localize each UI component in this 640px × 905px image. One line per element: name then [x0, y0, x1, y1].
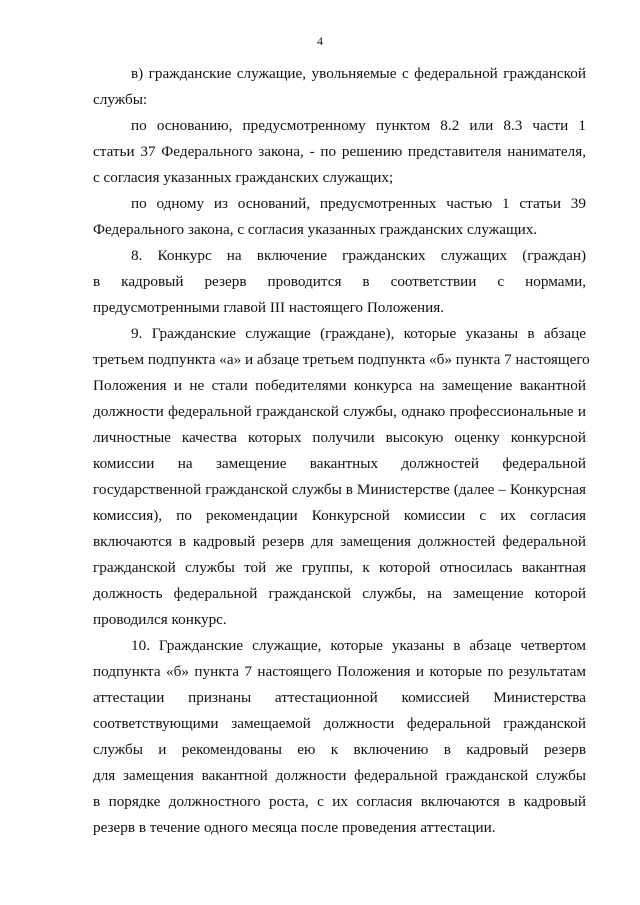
text-line: подпункта «б» пункта 7 настоящего Положения и которые по результатам — [93, 663, 586, 680]
document-body — [93, 61, 590, 841]
text-line: государственной гражданской службы в Министерстве (далее – Конкурсная — [93, 481, 586, 498]
text-line: соответствующими замещаемой должности федеральной гражданской — [93, 715, 586, 732]
text-line: с согласия указанных гражданских служащих; — [93, 169, 394, 186]
text-line: по одному из оснований, предусмотренных частью 1 статьи 39 — [131, 195, 586, 212]
text-line: 10. Гражданские служащие, которые указаны в абзаце четвертом — [131, 637, 586, 654]
text-line: предусмотренными главой III настоящего Положения. — [93, 299, 445, 316]
text-line: в порядке должностного роста, с их согласия включаются в кадровый — [93, 793, 586, 810]
text-line: статьи 37 Федерального закона, - по решению представителя нанимателя, — [93, 143, 586, 160]
text-line: службы и рекомендованы ею к включению в кадровый резерв — [93, 741, 586, 758]
text-line: Федерального закона, с согласия указанных гражданских служащих. — [93, 221, 538, 238]
paragraph-basis-8-2 — [93, 113, 586, 191]
text-line: включаются в кадровый резерв для замещения должностей федеральной — [93, 533, 586, 550]
paragraph-clause-v — [93, 61, 586, 113]
text-line: 8. Конкурс на включение гражданских служащих (граждан) — [131, 247, 586, 264]
text-line: гражданской службы той же группы, к которой относилась вакантная — [93, 559, 586, 576]
text-line: третьем подпункта «а» и абзаце третьем подпункта «б» пункта 7 настоящего — [93, 351, 590, 368]
text-line: должность федеральной гражданской службы, на замещение которой — [93, 585, 586, 602]
text-line: должности федеральной гражданской службы, однако профессиональные и — [93, 403, 586, 420]
text-line: по основанию, предусмотренному пунктом 8.2 или 8.3 части 1 — [131, 117, 586, 134]
paragraph-item-8 — [93, 243, 586, 321]
text-line: в) гражданские служащие, увольняемые с федеральной гражданской — [131, 65, 586, 82]
paragraph-item-9 — [93, 321, 590, 633]
paragraph-basis-39 — [93, 191, 586, 243]
text-line: Положения и не стали победителями конкурса на замещение вакантной — [93, 377, 586, 394]
text-line: проводился конкурс. — [93, 611, 227, 628]
text-line: для замещения вакантной должности федеральной гражданской службы — [93, 767, 586, 784]
paragraph-item-10 — [93, 633, 586, 841]
text-line: комиссия), по рекомендации Конкурсной комиссии с их согласия — [93, 507, 586, 524]
text-line: личностные качества которых получили высокую оценку конкурсной — [93, 429, 586, 446]
text-line: аттестации признаны аттестационной комиссией Министерства — [93, 689, 586, 706]
text-line: резерв в течение одного месяца после проведения аттестации. — [93, 819, 496, 836]
text-line: комиссии на замещение вакантных должностей федеральной — [93, 455, 586, 472]
text-line: службы: — [93, 91, 148, 108]
page-number: 4 — [317, 34, 323, 48]
text-line: в кадровый резерв проводится в соответствии с нормами, — [93, 273, 586, 290]
text-line: 9. Гражданские служащие (граждане), которые указаны в абзаце — [131, 325, 586, 342]
